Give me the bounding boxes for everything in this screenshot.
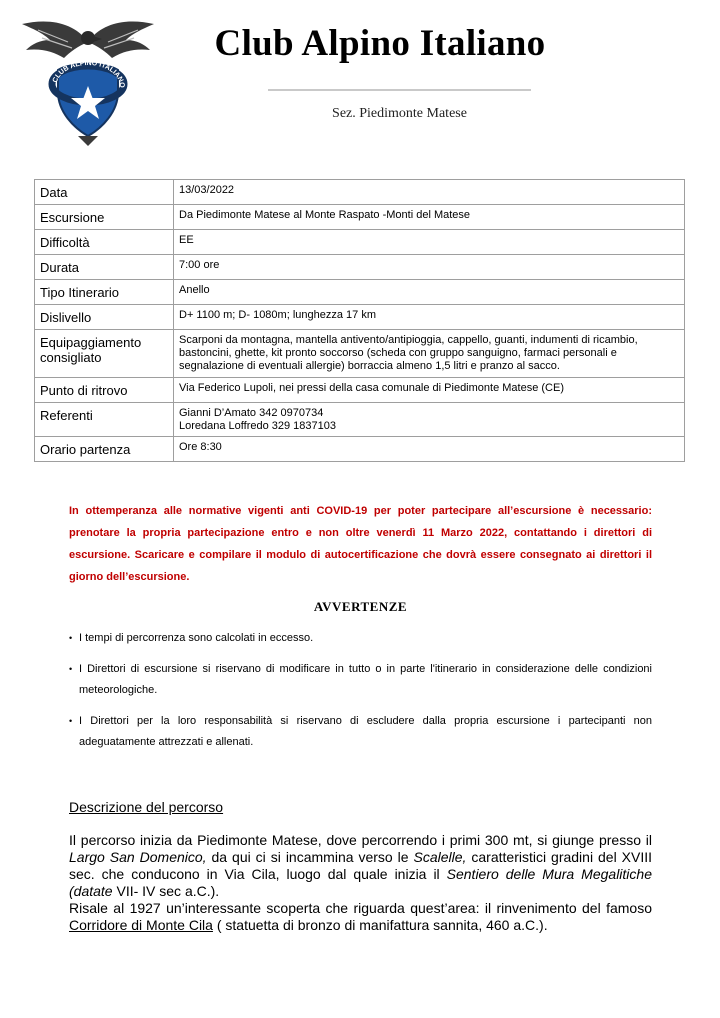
covid-notice: In ottemperanza alle normative vigenti anti COVID-19 per poter partecipare all’escursione è necessario: prenotare la propria partecipazione entro e non oltre venerdì 11 Marzo 2022, contattando i direttori di escursione. Scaricare e compilare il modulo di autocertificazione che dovrà essere consegnato ai direttori il giorno dell’escursione. xyxy=(69,505,652,583)
avvertenze-heading: AVVERTENZE xyxy=(313,599,408,614)
row-label: Tipo Itinerario xyxy=(35,280,174,305)
row-label: Orario partenza xyxy=(35,437,174,462)
table-row xyxy=(35,403,685,437)
row-value: Anello xyxy=(174,280,685,305)
description-paragraph: Risale al 1927 un’interessante scoperta che riguarda quest’area: il rinvenimento del famoso Corridore di Monte Cila ( statuetta di bronzo di manifattura sannita, 460 a.C.). xyxy=(69,900,652,933)
avvertenze-list xyxy=(69,628,652,763)
row-label: Data xyxy=(35,180,174,205)
table-row xyxy=(35,205,685,230)
list-item: • I Direttori per la loro responsabilità si riservano di escludere dalla propria escursione i partecipanti non adeguatamente attrezzati e allenati. xyxy=(69,711,652,753)
description-body xyxy=(69,832,652,934)
table-row xyxy=(35,255,685,280)
table-row xyxy=(35,280,685,305)
title-divider xyxy=(268,89,531,91)
table-row xyxy=(35,330,685,378)
row-label: Equipaggiamento consigliato xyxy=(35,330,174,378)
table-row xyxy=(35,230,685,255)
list-item: • I Direttori di escursione si riservano di modificare in tutto o in parte l'itinerario in considerazione delle condizioni meteorologiche. xyxy=(69,659,652,701)
svg-text:CLUB ALPINO ITALIANO: CLUB ALPINO ITALIANO xyxy=(51,59,126,89)
row-value: 13/03/2022 xyxy=(174,180,685,205)
row-label: Dislivello xyxy=(35,305,174,330)
table-row xyxy=(35,180,685,205)
row-value: D+ 1100 m; D- 1080m; lunghezza 17 km xyxy=(174,305,685,330)
table-row xyxy=(35,378,685,403)
page-title: Club Alpino Italiano xyxy=(214,23,546,64)
cai-logo xyxy=(18,12,158,152)
row-label: Escursione xyxy=(35,205,174,230)
row-label: Difficoltà xyxy=(35,230,174,255)
table-row xyxy=(35,305,685,330)
row-value: Ore 8:30 xyxy=(174,437,685,462)
row-label: Punto di ritrovo xyxy=(35,378,174,403)
section-subtitle: Sez. Piedimonte Matese xyxy=(332,106,467,121)
description-heading: Descrizione del percorso xyxy=(69,799,224,815)
list-item: • I tempi di percorrenza sono calcolati in eccesso. xyxy=(69,628,652,649)
row-value: Scarponi da montagna, mantella antivento/antipioggia, cappello, guanti, indumenti di ricambio, bastoncini, ghette, kit pronto soccorso (scheda con gruppo sanguigno, farmaci personali e segnalazione di eventuali allergie) borraccia almeno 1,5 litri e pranzo al sacco. xyxy=(174,330,685,378)
row-label: Referenti xyxy=(35,403,174,437)
table-row xyxy=(35,437,685,462)
row-label: Durata xyxy=(35,255,174,280)
description-paragraph: Il percorso inizia da Piedimonte Matese, dove percorrendo i primi 300 mt, si giunge presso il Largo San Domenico, da qui ci si incammina verso le Scalelle, caratteristici gradini del XVIII sec. che conducono in Via Cila, luogo dal quale inizia il Sentiero delle Mura Megalitiche (datate VII- IV sec a.C.). xyxy=(69,832,653,899)
row-value: EE xyxy=(174,230,685,255)
row-value: Via Federico Lupoli, nei pressi della casa comunale di Piedimonte Matese (CE) xyxy=(174,378,685,403)
row-value: Gianni D’Amato 342 0970734 Loredana Loffredo 329 1837103 xyxy=(174,403,685,437)
row-value: Da Piedimonte Matese al Monte Raspato -Monti del Matese xyxy=(174,205,685,230)
excursion-info-table xyxy=(34,179,685,462)
row-value: 7:00 ore xyxy=(174,255,685,280)
